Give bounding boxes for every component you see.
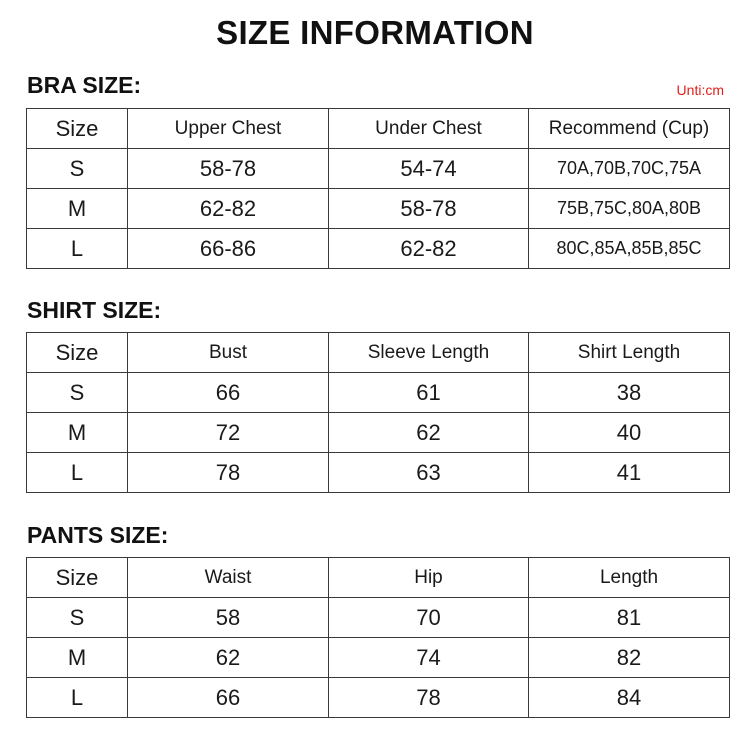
table-cell: M bbox=[27, 638, 128, 678]
table-cell: 78 bbox=[329, 678, 529, 718]
table-cell: M bbox=[27, 189, 128, 229]
table-cell: L bbox=[27, 229, 128, 269]
table-cell: 62-82 bbox=[329, 229, 529, 269]
table-cell: 41 bbox=[529, 453, 730, 493]
table-cell: 58 bbox=[128, 598, 329, 638]
table-cell: M bbox=[27, 413, 128, 453]
table-cell: 40 bbox=[529, 413, 730, 453]
table-row bbox=[27, 638, 730, 678]
table-cell: 81 bbox=[529, 598, 730, 638]
table-row bbox=[27, 453, 730, 493]
table-cell: 66 bbox=[128, 678, 329, 718]
table-header-row bbox=[27, 109, 730, 149]
table-cell: 58-78 bbox=[128, 149, 329, 189]
bra-size-table bbox=[26, 108, 730, 269]
table-row bbox=[27, 189, 730, 229]
table-row bbox=[27, 678, 730, 718]
header-cell: Length bbox=[529, 558, 730, 598]
pants-section-heading: PANTS SIZE: bbox=[27, 522, 169, 548]
table-header-row bbox=[27, 333, 730, 373]
table-cell: 72 bbox=[128, 413, 329, 453]
header-cell: Sleeve Length bbox=[329, 333, 529, 373]
header-cell: Size bbox=[27, 333, 128, 373]
table-cell: 75B,75C,80A,80B bbox=[529, 189, 730, 229]
header-cell: Waist bbox=[128, 558, 329, 598]
shirt-section-heading: SHIRT SIZE: bbox=[27, 297, 162, 323]
table-cell: 80C,85A,85B,85C bbox=[529, 229, 730, 269]
header-cell: Hip bbox=[329, 558, 529, 598]
unit-note: Unti:cm bbox=[676, 82, 724, 98]
header-cell: Upper Chest bbox=[128, 109, 329, 149]
table-cell: 58-78 bbox=[329, 189, 529, 229]
table-cell: L bbox=[27, 453, 128, 493]
table-row bbox=[27, 373, 730, 413]
bra-section-heading: BRA SIZE: bbox=[27, 72, 142, 98]
table-row bbox=[27, 598, 730, 638]
table-cell: L bbox=[27, 678, 128, 718]
page-title: SIZE INFORMATION bbox=[216, 14, 534, 51]
table-cell: S bbox=[27, 598, 128, 638]
header-cell: Size bbox=[27, 109, 128, 149]
pants-size-table bbox=[26, 557, 730, 718]
header-cell: Recommend (Cup) bbox=[529, 109, 730, 149]
header-cell: Bust bbox=[128, 333, 329, 373]
table-cell: 66-86 bbox=[128, 229, 329, 269]
table-cell: S bbox=[27, 149, 128, 189]
header-cell: Size bbox=[27, 558, 128, 598]
table-cell: 38 bbox=[529, 373, 730, 413]
table-cell: 62-82 bbox=[128, 189, 329, 229]
table-cell: 66 bbox=[128, 373, 329, 413]
table-cell: 63 bbox=[329, 453, 529, 493]
table-cell: S bbox=[27, 373, 128, 413]
table-row bbox=[27, 229, 730, 269]
table-row bbox=[27, 413, 730, 453]
table-cell: 62 bbox=[329, 413, 529, 453]
header-cell: Shirt Length bbox=[529, 333, 730, 373]
table-cell: 84 bbox=[529, 678, 730, 718]
table-cell: 74 bbox=[329, 638, 529, 678]
table-cell: 61 bbox=[329, 373, 529, 413]
table-header-row bbox=[27, 558, 730, 598]
table-cell: 70 bbox=[329, 598, 529, 638]
table-row bbox=[27, 149, 730, 189]
table-cell: 70A,70B,70C,75A bbox=[529, 149, 730, 189]
table-cell: 82 bbox=[529, 638, 730, 678]
table-cell: 62 bbox=[128, 638, 329, 678]
table-cell: 54-74 bbox=[329, 149, 529, 189]
header-cell: Under Chest bbox=[329, 109, 529, 149]
shirt-size-table bbox=[26, 332, 730, 493]
table-cell: 78 bbox=[128, 453, 329, 493]
